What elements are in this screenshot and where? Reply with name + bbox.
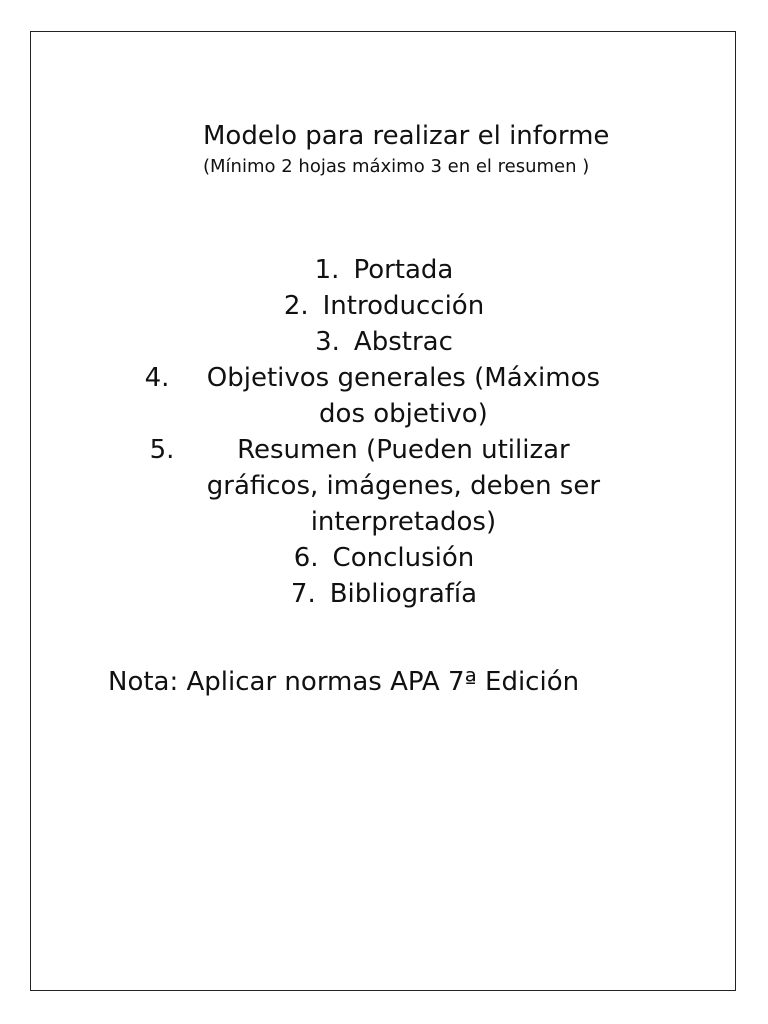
list-item-number: 7. bbox=[290, 579, 316, 609]
list-item-number: 6. bbox=[293, 543, 319, 573]
list-item bbox=[31, 576, 737, 612]
list-item-number: 5. bbox=[149, 435, 175, 465]
document-subtitle: (Mínimo 2 hojas máximo 3 en el resumen ) bbox=[203, 156, 590, 177]
list-item-number: 4. bbox=[144, 363, 170, 393]
list-item-number: 3. bbox=[315, 327, 340, 357]
list-item bbox=[31, 432, 737, 540]
list-item bbox=[31, 360, 737, 432]
list-item bbox=[31, 288, 737, 324]
list-item-text: Objetivos generales (Máximos dos objetivo) bbox=[206, 363, 601, 429]
list-item bbox=[31, 252, 737, 288]
list-item-number: 2. bbox=[283, 291, 309, 321]
list-item bbox=[31, 324, 737, 360]
list-item-text: Conclusión bbox=[332, 543, 475, 573]
list-item-text: Resumen (Pueden utilizar gráficos, imágenes, deben ser interpretados) bbox=[206, 435, 601, 537]
list-item-number: 1. bbox=[314, 255, 340, 285]
list-item-text: Bibliografía bbox=[329, 579, 478, 609]
document-note: Nota: Aplicar normas APA 7ª Edición bbox=[108, 667, 580, 697]
list-item-text: Abstrac bbox=[353, 327, 453, 357]
list-item bbox=[31, 540, 737, 576]
list-item-text: Introducción bbox=[322, 291, 485, 321]
document-title: Modelo para realizar el informe bbox=[203, 121, 610, 151]
report-outline-list bbox=[31, 252, 737, 612]
document-page bbox=[30, 31, 736, 991]
list-item-text: Portada bbox=[353, 255, 454, 285]
